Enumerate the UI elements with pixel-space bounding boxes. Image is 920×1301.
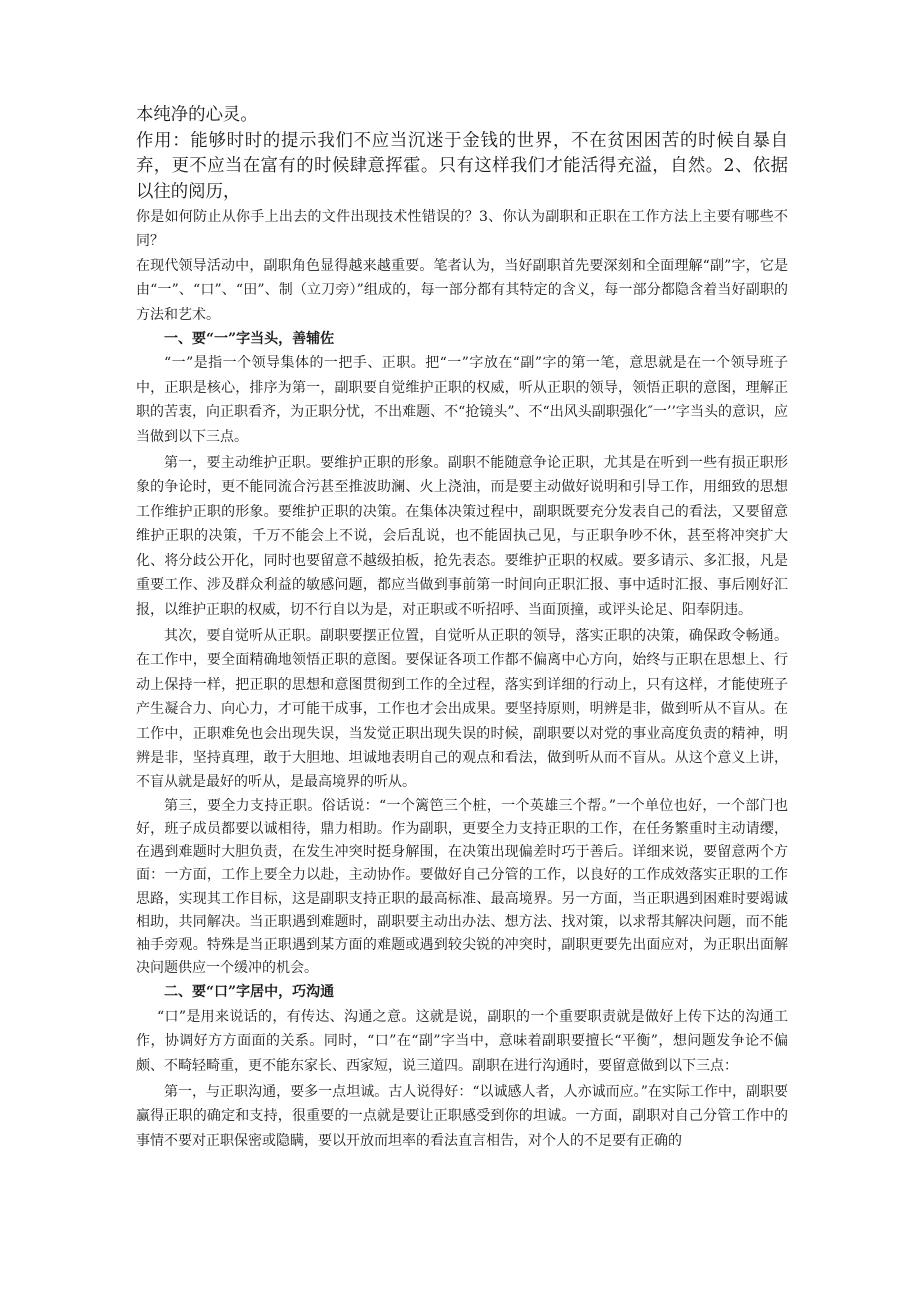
- paragraph-mouth-meaning: “口”是用来说话的，有传达、沟通之意。这就是说，副职的一个重要职责就是做好上传下达的沟通工作，协调好方方面面的关系。同时，“口”在“副”字当中，意味着副职要擅长“平衡”，想问题发争论不偏颇、不畸轻畸重，更不能东家长、西家短，说三道四。副职在进行沟通时，要留意做到以下三点：: [136, 1008, 788, 1074]
- paragraph-obey-leader: 其次，要自觉听从正职。副职要摆正位置，自觉听从正职的领导，落实正职的决策，确保政令畅通。在工作中，要全面精确地领悟正职的意图。要保证各项工作都不偏离中心方向，始终与正职在思想上、行动上保持一样，把正职的思想和意图贯彻到工作的全过程，落实到详细的行动上，只有这样，才能使班子产生凝合力、向心力，才可能干成事，工作也才会出成果。要坚持原则，明辨是非，做到听从不盲从。在工作中，正职难免也会出现失误，当发觉正职出现失误的时候，副职要以对党的事业高度负责的精神，明辨是非，坚持真理，敢于大胆地、坦诚地表明自己的观点和看法，做到听从而不盲从。从这个意义上讲，不盲从就是最好的听从，是最高境界的听从。: [136, 627, 788, 791]
- paragraph-maintain-leader: 第一，要主动维护正职。要维护正职的形象。副职不能随意争论正职，尤其是在听到一些有损正职形象的争论时，更不能同流合污甚至推波助澜、火上浇油，而是要主动做好说明和引导工作，用细致的思想工作维护正职的形象。要维护正职的决策。在集体决策过程中，副职既要充分发表自己的看法，又要留意维护正职的决策，千万不能会上不说，会后乱说，也不能固执己见，与正职争吵不休，甚至将冲突扩大化、将分歧公开化，同时也要留意不越级拍板，抢先表态。要维护正职的权威。要多请示、多汇报，凡是重要工作、涉及群众利益的敏感问题，都应当做到事前第一时间向正职汇报、事中适时汇报、事后刚好汇报，以维护正职的权威，切不行自以为是，对正职或不听招呼、当面顶撞，或评头论足、阳奉阴违。: [136, 455, 788, 618]
- section-heading-two: 二、要“口”字居中，巧沟通: [164, 984, 335, 1001]
- paragraph-deputy-role: 在现代领导活动中，副职角色显得越来越重要。笔者认为，当好副职首先要深刻和全面理解“副”字，它是由“一”、“口”、“田”、制（立刀旁）”组成的，每一部分都有其特定的含义，每一部分都隐含着当好副职的方法和艺术。: [136, 257, 788, 323]
- section-heading-one: 一、要“一”字当头，善辅佐: [164, 331, 335, 348]
- paragraph-function: 作用：能够时时的提示我们不应当沉迷于金钱的世界，不在贫困困苦的时候自暴自弃，更不应当在富有的时候肆意挥霍。只有这样我们才能活得充溢，自然。2、依据以往的阅历，: [136, 130, 788, 202]
- paragraph-communicate-leader: 第一，与正职沟通，要多一点坦诚。古人说得好：“以诚感人者，人亦诚而应。”在实际工作中，副职要赢得正职的确定和支持，很重要的一点就是要让正职感受到你的坦诚。一方面，副职对自己分管工作中的事情不要对正职保密或隐瞒，要以开放而坦率的看法直言相告，对个人的不足要有正确的: [136, 1084, 788, 1149]
- paragraph-interview-questions: 你是如何防止从你手上出去的文件出现技术性错误的？3、你认为副职和正职在工作方法上主要有哪些不同？: [136, 209, 788, 250]
- paragraph-support-leader: 第三，要全力支持正职。俗话说：“一个篱笆三个桩，一个英雄三个帮。”一个单位也好，一个部门也好，班子成员都要以诚相待，鼎力相助。作为副职，更要全力支持正职的工作，在任务繁重时主动请缨，在遇到难题时大胆负责，在发生冲突时挺身解围，在决策出现偏差时巧于善后。详细来说，要留意两个方面：一方面，工作上要全力以赴，主动协作。要做好自己分管的工作，以良好的工作成效落实正职的工作思路，实现其工作目标，这是副职支持正职的最高标准、最高境界。另一方面，当正职遇到困难时要竭诚相助，共同解决。当正职遇到难题时，副职要主动出办法、想方法、找对策，以求帮其解决问题，而不能袖手旁观。特殊是当正职遇到某方面的难题或遇到较尖锐的冲突时，副职更要先出面应对，为正职出面解决问题供应一个缓冲的机会。: [136, 797, 788, 977]
- paragraph-one-meaning: “一”是指一个领导集体的一把手、正职。把“一”字放在“副”字的第一笔，意思就是在一个领导班子中，正职是核心，排序为第一，副职要自觉维护正职的权威，听从正职的领导，领悟正职的意图，理解正职的苦衷，向正职看齐，为正职分忧，不出难题、不“抢镜头”、不“出风头副职强化″一’’字当头的意识，应当做到以下三点。: [136, 355, 788, 445]
- document-body: [136, 103, 788, 1153]
- paragraph-intro-fragment: 本纯净的心灵。: [136, 105, 258, 125]
